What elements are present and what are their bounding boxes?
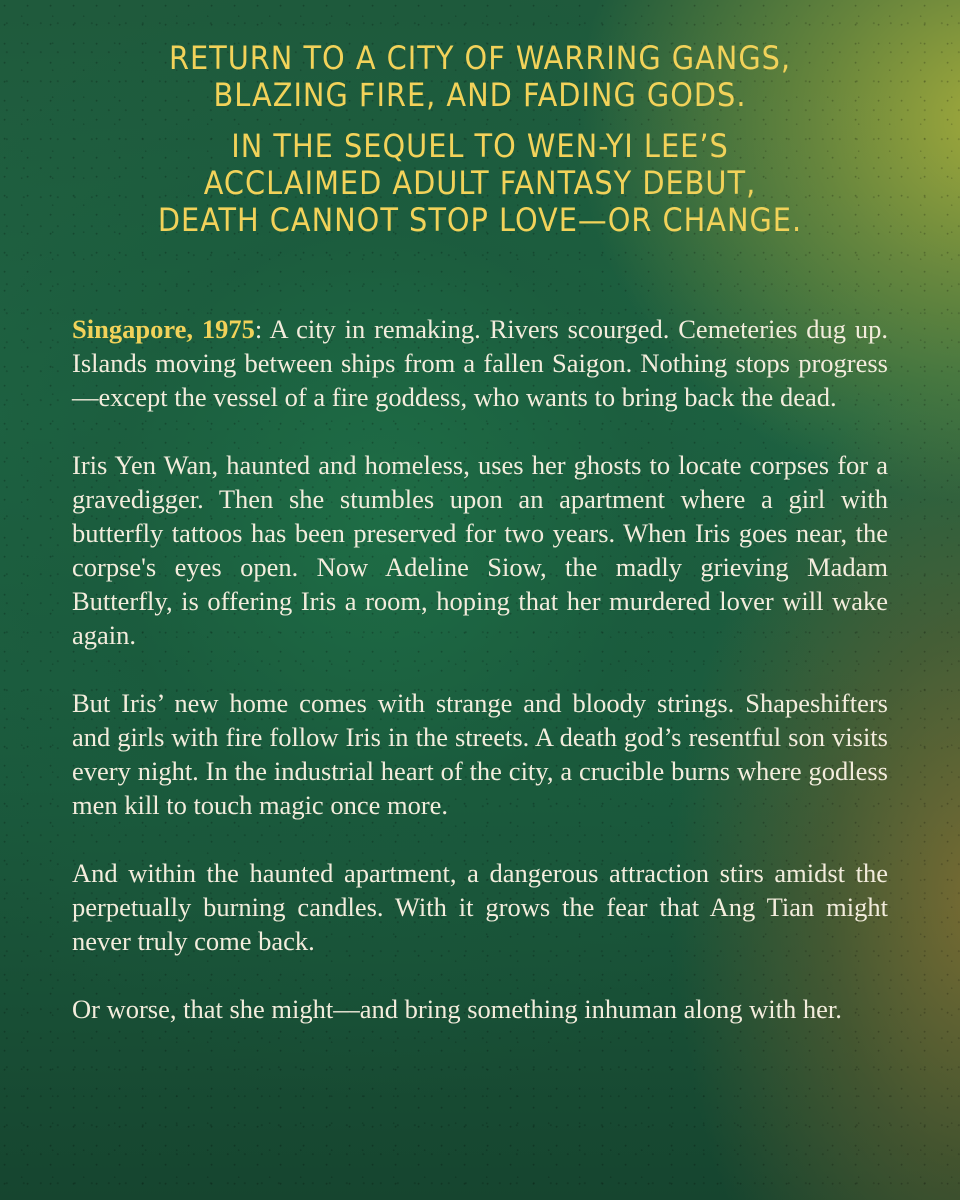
blurb-paragraph-3: But Iris’ new home comes with strange and bloody strings. Shapeshifters and girls with fire follow Iris in the streets. A death god’s resentful son visits every night. In the industrial heart of the city, a crucible burns where godless men kill to touch magic once more. xyxy=(72,688,888,820)
blurb-paragraph-1-text: : A city in remaking. Rivers scourged. Cemeteries dug up. Islands moving between ships from a fallen Saigon. Nothing stops progress—except the vessel of a fire goddess, who wants to bring back the dead. xyxy=(72,314,888,412)
blurb-paragraph-4: And within the haunted apartment, a dangerous attraction stirs amidst the perpetually burning candles. With it grows the fear that Ang Tian might never truly come back. xyxy=(72,858,888,956)
headline-sequel: IN THE SEQUEL TO WEN-YI LEE’S ACCLAIMED ADULT FANTASY DEBUT, DEATH CANNOT STOP LOVE—OR CHANGE. xyxy=(157,127,803,239)
headline-tagline: RETURN TO A CITY OF WARRING GANGS, BLAZING FIRE, AND FADING GODS. xyxy=(168,39,792,114)
blurb-paragraph-5: Or worse, that she might—and bring something inhuman along with her. xyxy=(72,994,842,1024)
blurb-body xyxy=(72,312,888,1060)
setting-label: Singapore, 1975 xyxy=(72,314,255,344)
headline-block xyxy=(40,40,920,239)
blurb-paragraph-1 xyxy=(72,312,888,414)
blurb-paragraph-2: Iris Yen Wan, haunted and homeless, uses her ghosts to locate corpses for a gravedigger. Then she stumbles upon an apartment where a girl with butterfly tattoos has been preserved for two years. When Iris goes near, the corpse's eyes open. Now Adeline Siow, the madly grieving Madam Butterfly, is offering Iris a room, hoping that her murdered lover will wake again. xyxy=(72,450,888,650)
